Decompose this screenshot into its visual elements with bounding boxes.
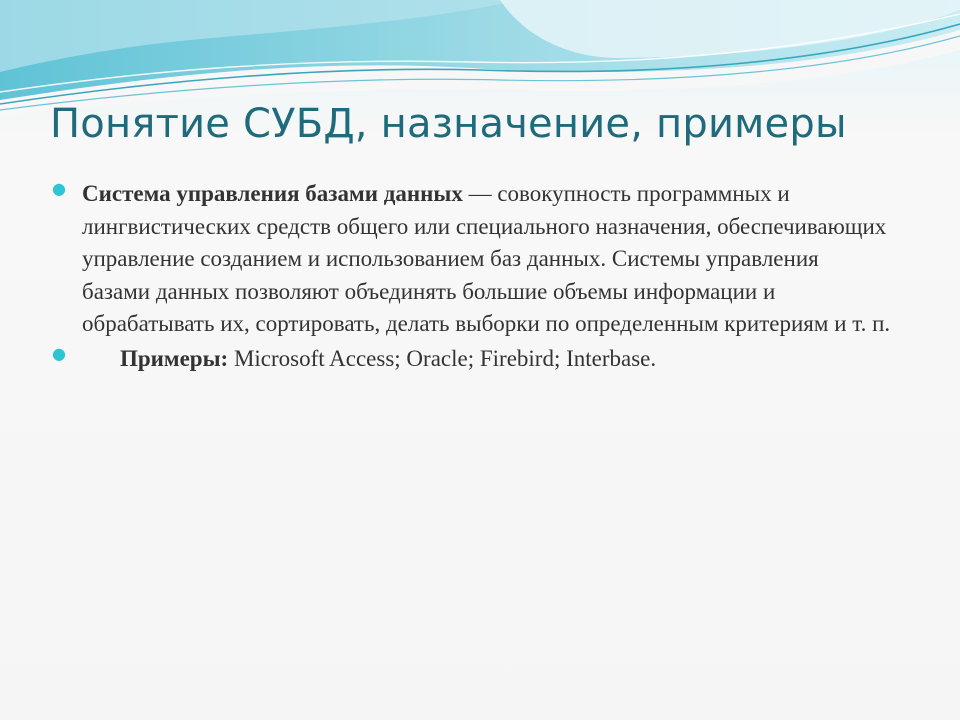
slide-title: Понятие СУБД, назначение, примеры bbox=[50, 101, 847, 147]
bullet-icon: ● bbox=[52, 343, 66, 363]
bullet-term: Система управления базами данных bbox=[82, 181, 463, 206]
bullet-text: Microsoft Access; Oracle; Firebird; Interbase. bbox=[228, 345, 657, 371]
bullet-item bbox=[52, 343, 892, 376]
bullet-item bbox=[52, 178, 892, 341]
bullet-text: — совокупность программных и лингвистических средств общего или специального назначения, обеспечивающих управление созданием и использованием баз данных. Системы управления базами данных позволяют объединять большие объемы информации и обрабатывать их, сортировать, делать выборки по определенным критериям и т. п. bbox=[82, 181, 891, 336]
slide-body bbox=[52, 178, 892, 375]
bullet-icon: ● bbox=[52, 179, 66, 198]
bullet-term: Примеры: bbox=[120, 345, 229, 371]
